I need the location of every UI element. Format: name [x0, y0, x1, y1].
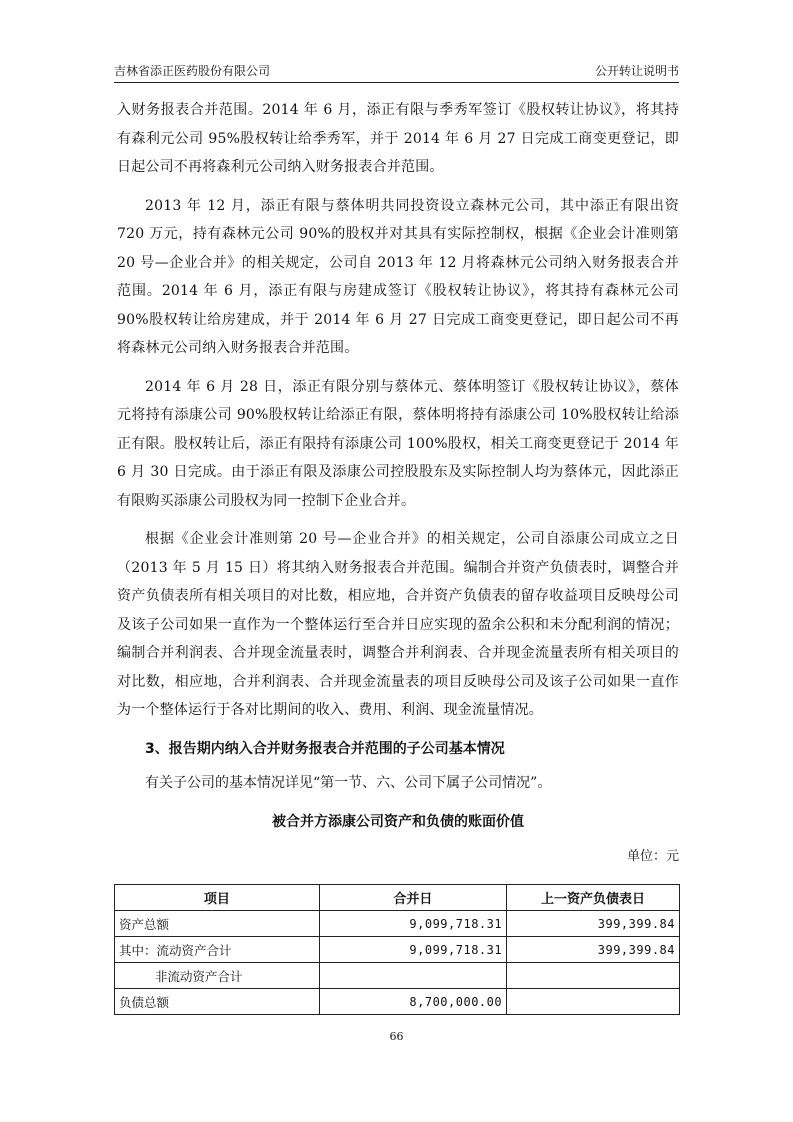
- section-note: 有关子公司的基本情况详见“第一节、六、公司下属子公司情况”。: [145, 774, 552, 791]
- cell-prev-date: 399,399.84: [507, 937, 680, 963]
- cell-merge-date: [319, 963, 506, 989]
- table-header-row: [115, 885, 680, 911]
- page-body: [117, 96, 679, 869]
- table-row: [115, 963, 680, 989]
- cell-merge-date: 9,099,718.31: [319, 937, 506, 963]
- page-number: 66: [389, 1030, 404, 1043]
- cell-item: 非流动资产合计: [115, 963, 320, 989]
- section-heading: 3、报告期内纳入合并财务报表合并范围的子公司基本情况: [145, 740, 505, 757]
- header-item: 项目: [115, 885, 320, 911]
- cell-prev-date: [507, 963, 680, 989]
- cell-item: 负债总额: [115, 989, 320, 1015]
- header-company-name: 吉林省添正医药股份有限公司: [114, 64, 271, 78]
- cell-item: 资产总额: [115, 911, 320, 937]
- cell-item: 其中：流动资产合计: [115, 937, 320, 963]
- table-unit: 单位：元: [626, 848, 679, 864]
- table-row: [115, 911, 680, 937]
- header-merge-date: 合并日: [319, 885, 506, 911]
- cell-prev-date: [507, 989, 680, 1015]
- cell-merge-date: 8,700,000.00: [319, 989, 506, 1015]
- header-document-type: 公开转让说明书: [594, 64, 679, 78]
- paragraph-1: 入财务报表合并范围。2014 年 6 月，添正有限与季秀军签订《股权转让协议》，将其持有森利元公司 95%股权转让给季秀军，并于 2014 年 6 月 27 日完成工商变更登记，即日起公司不再将森利元公司纳入财务报表合并范围。: [117, 102, 679, 175]
- page-header: [114, 62, 679, 80]
- cell-prev-date: 399,399.84: [507, 911, 680, 937]
- balance-table: [114, 884, 680, 1015]
- table-row: [115, 989, 680, 1015]
- paragraph-3: 2014 年 6 月 28 日，添正有限分别与蔡体元、蔡体明签订《股权转让协议》，蔡体元将持有添康公司 90%股权转让给添正有限，蔡体明将持有添康公司 10%股权转让给添正有限。股权转让后，添正有限持有添康公司 100%股权，相关工商变更登记于 2014 年 6 月 30 日完成。由于添正有限及添康公司控股股东及实际控制人均为蔡体元，因此添正有限购买添康公司股权为同一控制下企业合并。: [117, 378, 679, 509]
- table-title: 被合并方添康公司资产和负债的账面价值: [272, 813, 524, 830]
- header-divider: [114, 82, 679, 83]
- header-prev-date: 上一资产负债表日: [507, 885, 680, 911]
- paragraph-2: 2013 年 12 月，添正有限与蔡体明共同投资设立森林元公司，其中添正有限出资 720 万元，持有森林元公司 90%的股权并对其具有实际控制权，根据《企业会计准则第 20 号—企业合并》的相关规定，公司自 2013 年 12 月将森林元公司纳入财务报表合并范围。2014 年 6 月，添正有限与房建成签订《股权转让协议》，将其持有森林元公司 90%股权转让给房建成，并于 2014 年 6 月 27 日完成工商变更登记，即日起公司不再将森林元公司纳入财务报表合并范围。: [117, 197, 679, 356]
- table-row: [115, 937, 680, 963]
- paragraph-4: 根据《企业会计准则第 20 号—企业合并》的相关规定，公司自添康公司成立之日（2013 年 5 月 15 日）将其纳入财务报表合并范围。编制合并资产负债表时，调整合并资产负债表所有相关项目的对比数，相应地，合并资产负债表的留存收益项目反映母公司及该子公司如果一直作为一个整体运行至合并日应实现的盈余公积和未分配利润的情况；编制合并利润表、合并现金流量表时，调整合并利润表、合并现金流量表所有相关项目的对比数，相应地，合并利润表、合并现金流量表的项目反映母公司及该子公司如果一直作为一个整体运行于各对比期间的收入、费用、利润、现金流量情况。: [117, 531, 679, 718]
- cell-merge-date: 9,099,718.31: [319, 911, 506, 937]
